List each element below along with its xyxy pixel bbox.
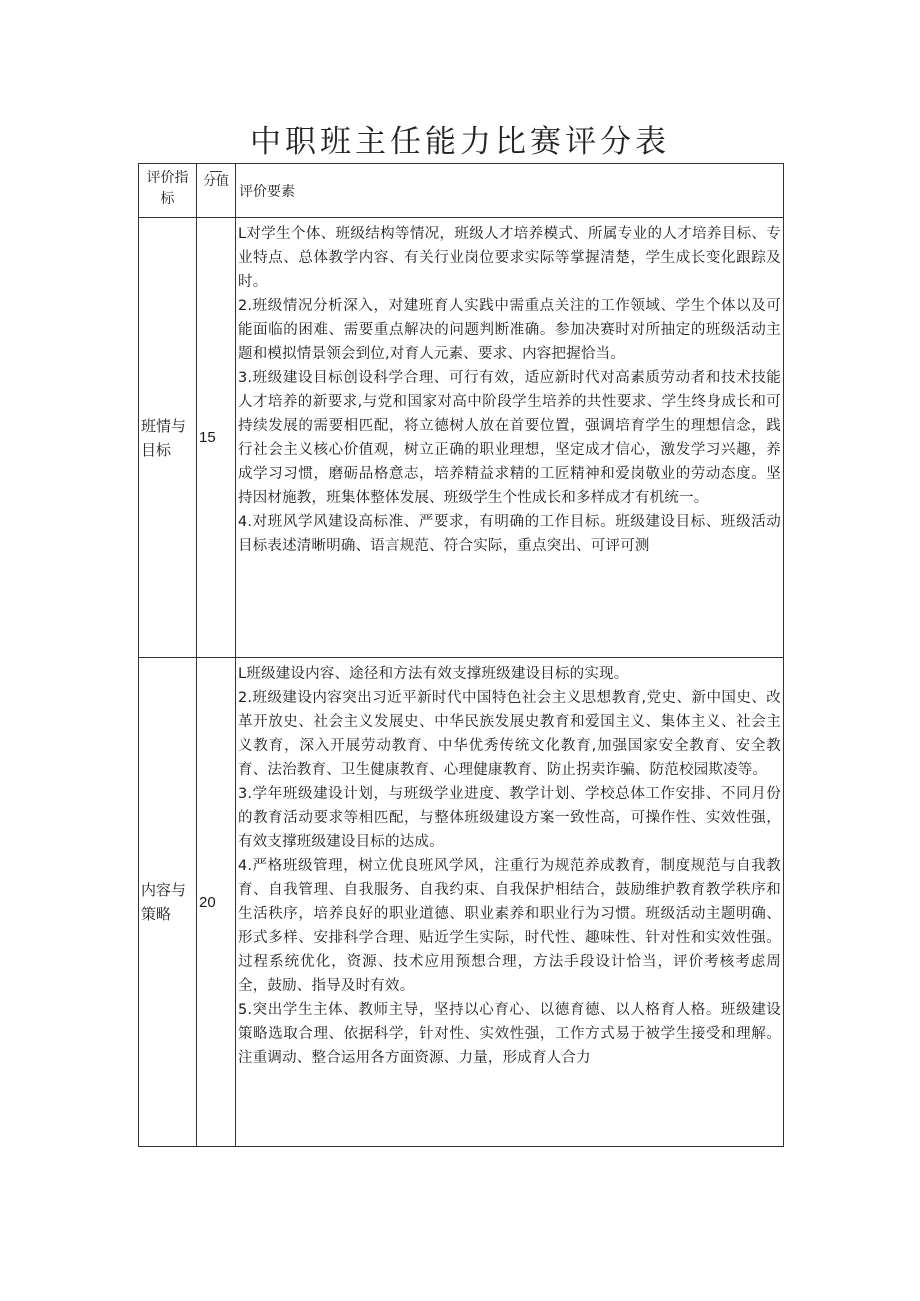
- table-header-row: [139, 164, 784, 218]
- table-row: [139, 218, 784, 658]
- criterion-item: 3.班级建设目标创设科学合理、可行有效，适应新时代对高素质劳动者和技术技能人才培养的新要求,与党和国家对高中阶段学生培养的共性要求、学生终身成长和可持续发展的需要相匹配，将立德树人放在首要位置，强调培育学生的理想信念，践行社会主义核心价值观，树立正确的职业理想，坚定成才信心，激发学习兴趣，养成学习习惯，磨砺品格意志，培养精益求精的工匠精神和爱岗敬业的劳动态度。坚持因材施教，班集体整体发展、班级学生个性成长和多样成才有机统一。: [238, 370, 781, 506]
- row-criteria: [236, 658, 784, 1147]
- row-score: 20: [197, 658, 236, 1147]
- row-criteria: [236, 218, 784, 658]
- row-indicator: 内容与策略: [139, 658, 197, 1147]
- criterion-item: L对学生个体、班级结构等情况，班级人才培养模式、所属专业的人才培养目标、专业特点、总体教学内容、有关行业岗位要求实际等掌握清楚，学生成长变化跟踪及时。: [238, 226, 781, 290]
- criterion-item: 3.学年班级建设计划，与班级学业进度、教学计划、学校总体工作安排、不同月份的教育活动要求等相匹配，与整体班级建设方案一致性高，可操作性、实效性强，有效支撑班级建设目标的达成。: [238, 786, 781, 850]
- row-score: 15: [197, 218, 236, 658]
- row-indicator: 班情与目标: [139, 218, 197, 658]
- criterion-item: 4.严格班级管理，树立优良班风学风，注重行为规范养成教育，制度规范与自我教育、自我管理、自我服务、自我约束、自我保护相结合，鼓励维护教育教学秩序和生活秩序，培养良好的职业道德、职业素养和职业行为习惯。班级活动主题明确、形式多样、安排科学合理、贴近学生实际，时代性、趣味性、针对性和实效性强。过程系统优化，资源、技术应用预想合理，方法手段设计恰当，评价考核考虑周全，鼓励、指导及时有效。: [238, 858, 781, 994]
- criterion-item: 2.班级情况分析深入，对建班育人实践中需重点关注的工作领域、学生个体以及可能面临的困难、需要重点解决的问题判断准确。参加决赛时对所抽定的班级活动主题和模拟情景领会到位,对育人元素、要求、内容把握恰当。: [238, 298, 781, 362]
- criterion-item: 2.班级建设内容突出习近平新时代中国特色社会主义思想教育,党史、新中国史、改革开放史、社会主义发展史、中华民族发展史教育和爱国主义、集体主义、社会主义教育，深入开展劳动教育、中华优秀传统文化教育,加强国家安全教育、安全教育、法治教育、卫生健康教育、心理健康教育、防止拐卖诈骗、防范校园欺凌等。: [238, 690, 781, 778]
- header-score: [197, 164, 236, 218]
- table-row: [139, 658, 784, 1147]
- scoring-table: [138, 163, 784, 1147]
- header-elements: 评价要素: [236, 164, 784, 218]
- header-indicator: 评价指标: [139, 164, 197, 218]
- criterion-item: L班级建设内容、途径和方法有效支撑班级建设目标的实现。: [238, 666, 629, 682]
- criterion-item: 5.突出学生主体、教师主导，坚持以心育心、以德育德、以人格育人格。班级建设策略选取合理、依据科学，针对性、实效性强，工作方式易于被学生接受和理解。注重调动、整合运用各方面资源、力量，形成育人合力: [238, 1002, 781, 1066]
- page-title: 中职班主任能力比赛评分表: [250, 124, 670, 160]
- header-score-label: 分值: [202, 174, 229, 189]
- header-score-mark: [210, 171, 222, 172]
- criterion-item: 4.对班风学风建设高标准、严要求，有明确的工作目标。班级建设目标、班级活动目标表述清晰明确、语言规范、符合实际，重点突出、可评可测: [238, 514, 781, 554]
